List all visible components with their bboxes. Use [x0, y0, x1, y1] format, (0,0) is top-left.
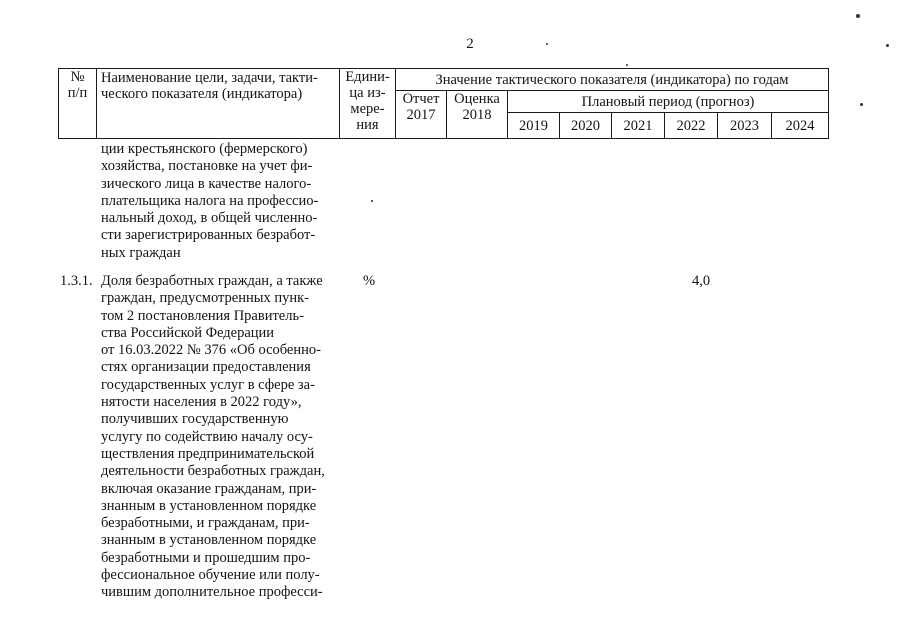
continuation-text: ции крестьянского (фермерского) хозяйства, постановке на учет фи- зического лица в качестве налого- плательщика налога на профессио- нальный доход, в общей численно- сти зарегистрированных безработ- ных граждан — [101, 141, 319, 261]
col-name-header: Наименование цели, задачи, такти- ческого показателя (индикатора) — [97, 69, 340, 139]
year-2024-header: 2024 — [772, 113, 829, 139]
year-2019-header: 2019 — [508, 113, 560, 139]
row-value-2022: 4,0 — [692, 273, 711, 289]
scan-speck — [860, 103, 863, 106]
scan-speck — [371, 200, 373, 202]
col-number-header: № п/п — [59, 69, 97, 139]
indicator-name-text: Доля безработных граждан, а также граждан, предусмотренных пунк- том 2 постановления Правитель- ства Российской Федерации от 16.03.2022 № 376 «Об особенно- стях организации предоставления государственных услуг в сфере за- нятости населения в 2022 году», получивших государственную услугу по содействию началу осу- ществления предпринимательской деятельности безработных граждан, включая оказание гражданам, при- знанным в установленном порядке безработными, и гражданам, при- знанным в установленном порядке безработными и прошедшим про- фессиональное обучение или полу- чившим дополнительное професси- — [101, 273, 325, 601]
col-report-header: Отчет 2017 — [396, 91, 447, 139]
scan-speck — [886, 44, 889, 47]
row-number: 1.3.1. — [60, 273, 93, 289]
scan-speck — [856, 14, 860, 18]
page-number: 2 — [466, 36, 474, 52]
values-title-header: Значение тактического показателя (индикатора) по годам — [396, 69, 829, 91]
scan-speck — [626, 64, 628, 66]
year-2023-header: 2023 — [718, 113, 772, 139]
indicator-table-header — [58, 68, 829, 139]
year-2020-header: 2020 — [560, 113, 612, 139]
col-unit-header: Едини- ца из- мере- ния — [340, 69, 396, 139]
plan-period-header: Плановый период (прогноз) — [508, 91, 829, 113]
row-unit: % — [363, 273, 376, 289]
year-2021-header: 2021 — [612, 113, 665, 139]
year-2022-header: 2022 — [665, 113, 718, 139]
col-estimate-header: Оценка 2018 — [447, 91, 508, 139]
scan-speck — [546, 43, 548, 45]
